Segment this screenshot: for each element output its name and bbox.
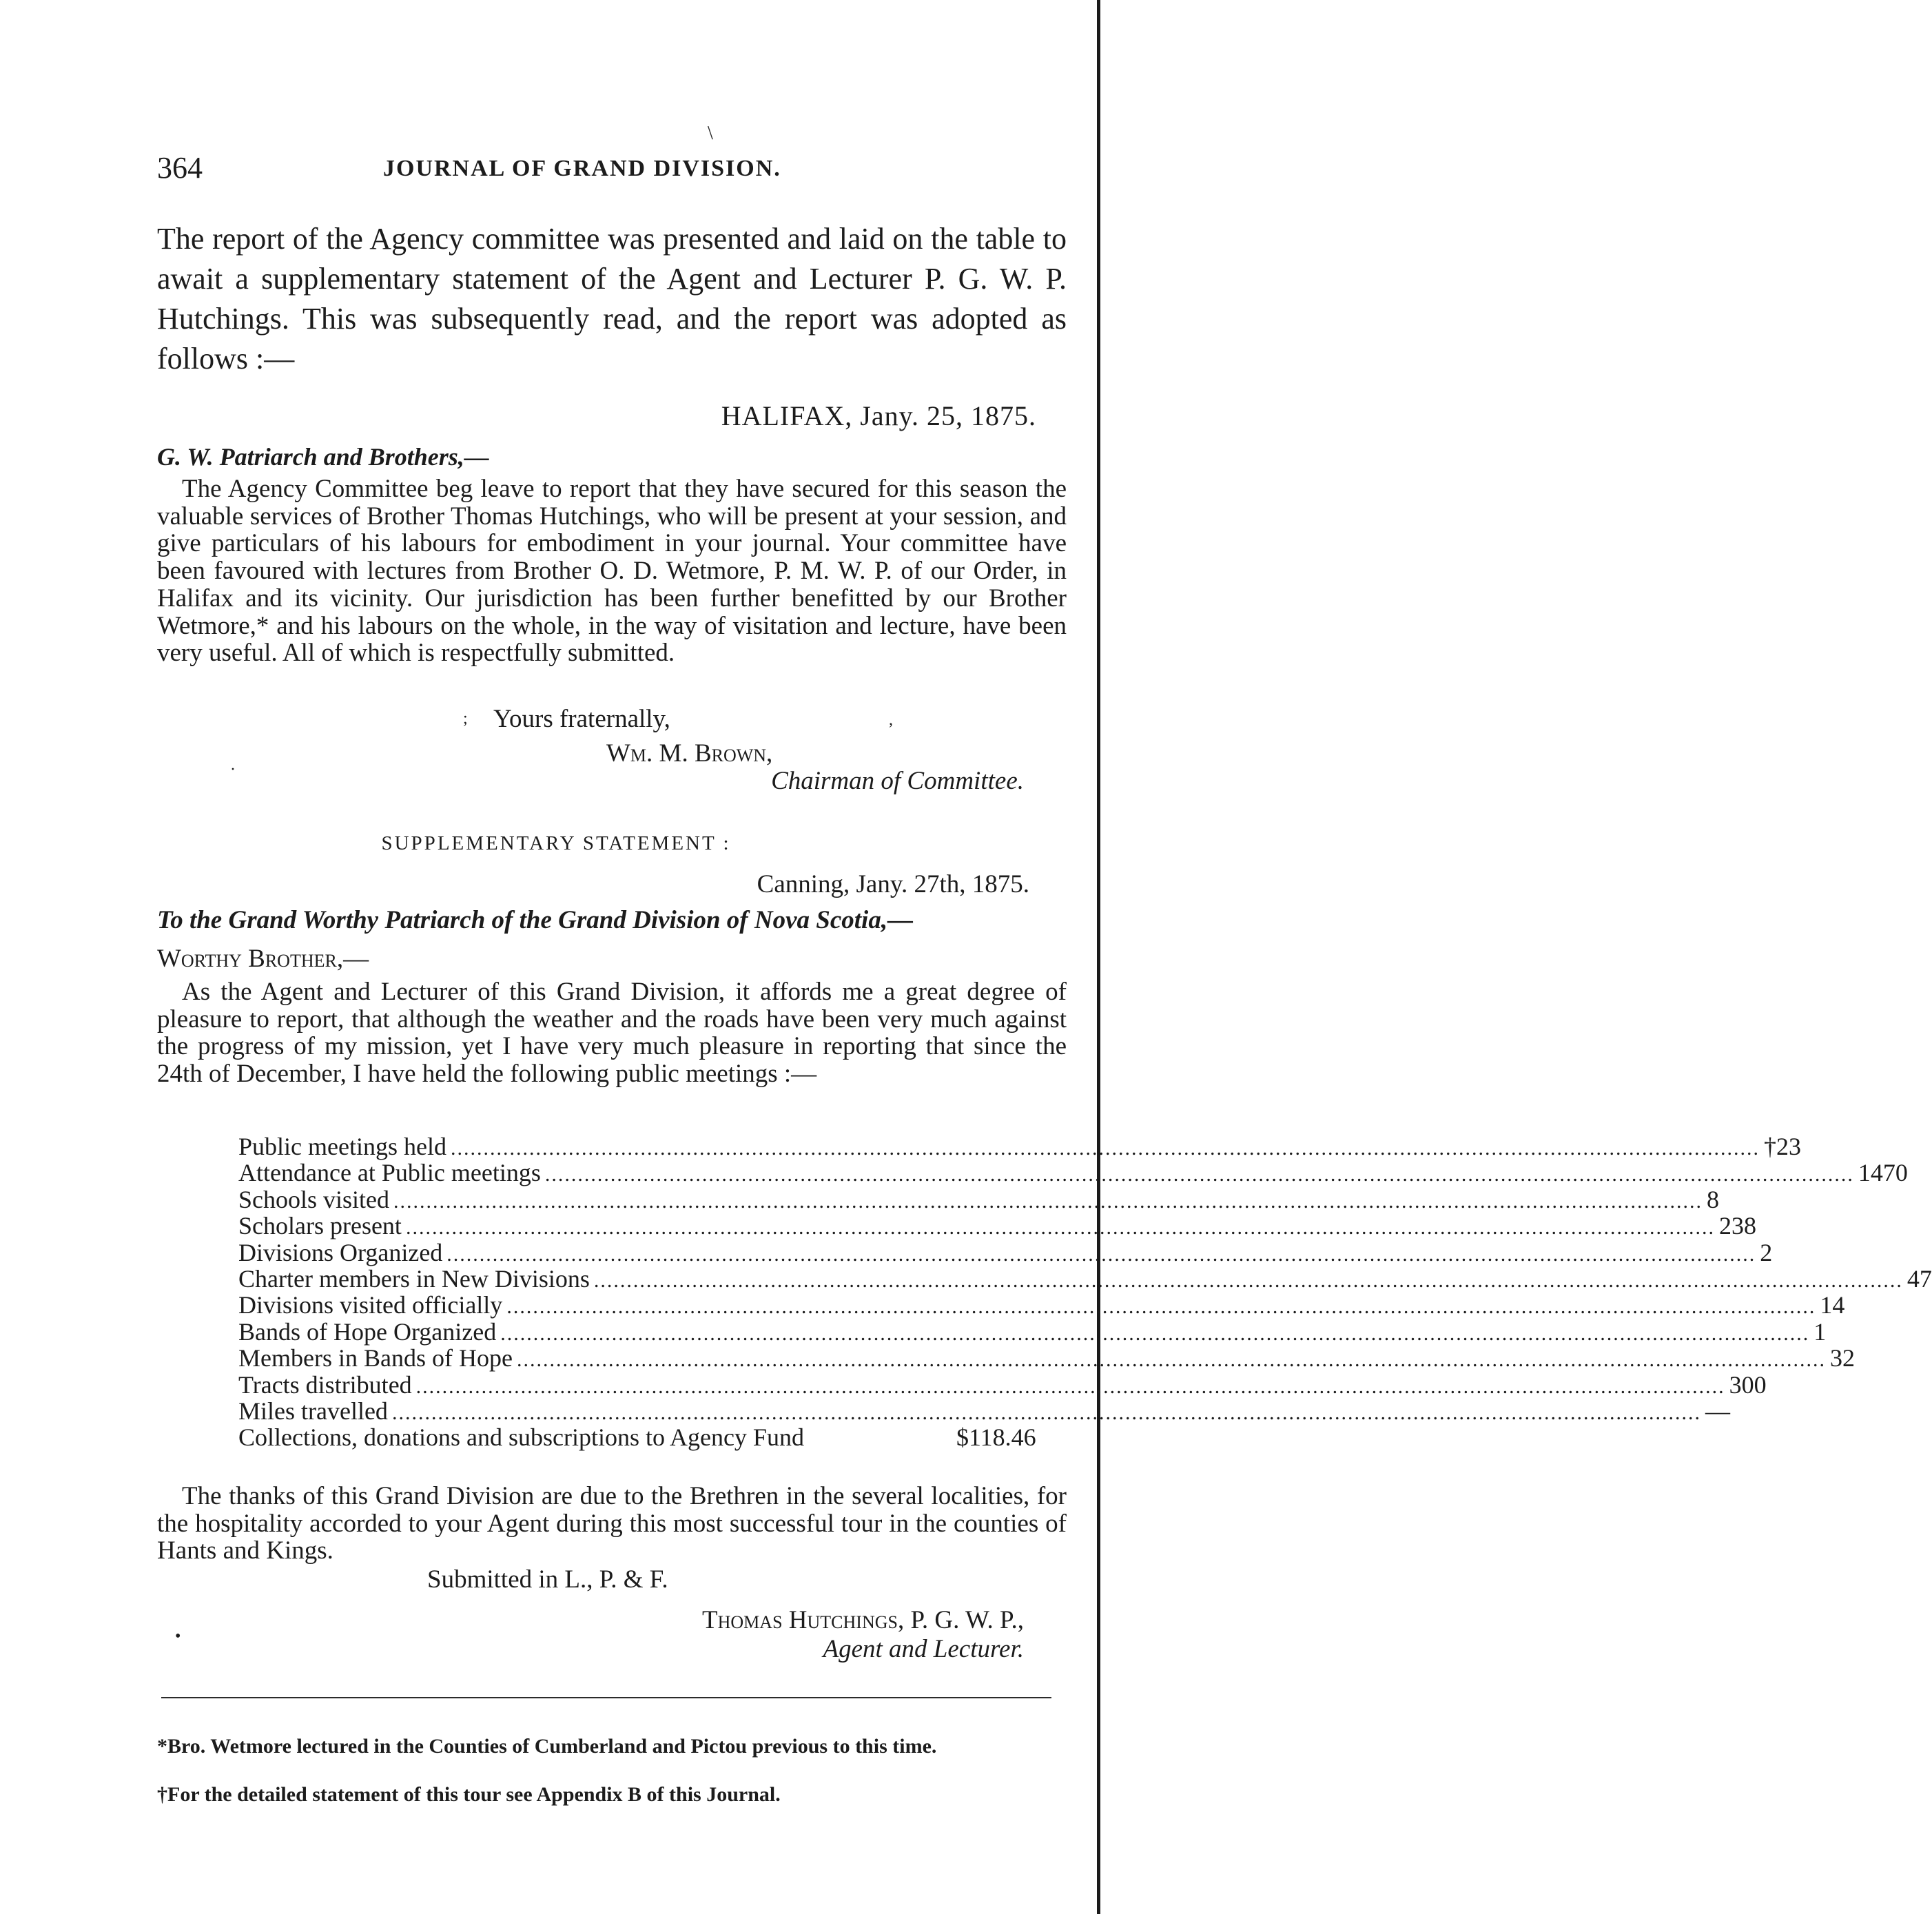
statistics-label: Attendance at Public meetings [238, 1159, 541, 1187]
statistics-value: 14 [1820, 1291, 1845, 1319]
dot-leader: ........................................................................................................................................................................................................ [405, 1216, 1715, 1239]
agency-report-body: The Agency Committee beg leave to report that they have secured for this season the valuable services of Brother Thomas Hutchings, who will be present at your session, and give particulars of his labours for embodiment in your journal. Your committee have been favoured with lectures from Brother O. D. Wetmore, P. M. W. P. of our Order, in Halifax and its vicinity. Our jurisdiction has been further benefitted by our Brother Wetmore,* and his labours on the whole, in the way of visitation and lecture, have been very useful. All of which is respectfully submitted. [157, 475, 1067, 668]
stray-mark: , [889, 711, 893, 729]
statistics-marker: † [1763, 1133, 1776, 1160]
dot-leader: ........................................................................................................................................................................................................ [516, 1348, 1826, 1372]
statistics-label: Bands of Hope Organized [238, 1317, 497, 1346]
dot-leader: ........................................................................................................................................................................................................ [415, 1375, 1725, 1398]
statistics-row [238, 1185, 1720, 1213]
statistics-label: Charter members in New Divisions [238, 1264, 590, 1293]
statistics-label: Divisions visited officially [238, 1291, 503, 1319]
statistics-row [238, 1397, 1730, 1425]
dot-leader: ........................................................................................................................................................................................................ [593, 1268, 1903, 1292]
stray-mark: ; [463, 710, 468, 728]
statistics-value: 1470 [1858, 1159, 1908, 1187]
dot-leader: ........................................................................................................................................................................................................ [500, 1321, 1810, 1345]
statistics-value: 1 [1813, 1317, 1827, 1346]
running-title: JOURNAL OF GRAND DIVISION. [383, 156, 781, 181]
supplementary-body: As the Agent and Lecturer of this Grand Division, it affords me a great degree of pleasure to report, that although the weather and the roads have been very much against the progress of my mission, yet I have very much pleasure in reporting that since the 24th of December, I have held the following public meetings :— [157, 978, 1067, 1089]
footnote-wetmore: *Bro. Wetmore lectured in the Counties of Cumberland and Pictou previous to this time. [157, 1735, 937, 1758]
statistics-label: Schools visited [238, 1185, 390, 1213]
agency-report-closing: Yours fraternally, [493, 705, 670, 733]
statistics-row [238, 1159, 1908, 1187]
page-number: 364 [157, 151, 203, 185]
statistics-row [238, 1133, 1801, 1160]
statistics-label: Divisions Organized [238, 1238, 443, 1266]
statistics-row [238, 1291, 1845, 1319]
stray-mark: · [230, 761, 236, 779]
statistics-value: $118.46 [956, 1423, 1036, 1452]
statistics-value: 2 [1760, 1238, 1773, 1266]
statistics-value: 32 [1829, 1344, 1855, 1372]
footnote-rule [161, 1697, 1051, 1698]
dot-leader: ........................................................................................................................................................................................................ [446, 1242, 1756, 1266]
intro-paragraph: The report of the Agency committee was presented and laid on the table to await a supplementary statement of the Agent and Lecturer P. G. W. P. Hutchings. This was subsequently read, and the report was adopted as follows :— [157, 222, 1067, 375]
statistics-row [238, 1370, 1767, 1399]
thanks-paragraph: The thanks of this Grand Division are due to the Brethren in the several localities, for the hospitality accorded to your Agent during this most successful tour in the counties of Hants and Kings. [157, 1482, 1067, 1565]
dot-leader: ........................................................................................................................................................................................................ [391, 1401, 1701, 1424]
stray-mark: • [175, 1627, 181, 1645]
statistics-value: — [1705, 1397, 1730, 1425]
dot-leader: ........................................................................................................................................................................................................ [506, 1295, 1816, 1319]
submitted-line: Submitted in L., P. & F. [427, 1565, 668, 1594]
statistics-value: 23 [1776, 1133, 1801, 1160]
dot-leader: ........................................................................................................................................................................................................ [544, 1163, 1854, 1186]
section-heading: SUPPLEMENTARY STATEMENT : [381, 832, 731, 854]
stray-mark: \ [708, 123, 713, 144]
footnote-appendix: †For the detailed statement of this tour see Appendix B of this Journal. [157, 1783, 781, 1806]
statistics-row [238, 1212, 1756, 1240]
statistics-row [238, 1344, 1855, 1372]
supplementary-dateline: Canning, Jany. 27th, 1875. [757, 870, 1029, 898]
supplementary-signer-title: Agent and Lecturer. [823, 1635, 1024, 1663]
supplementary-signer: Thomas Hutchings, P. G. W. P., [702, 1606, 1024, 1634]
agency-report-salutation: G. W. Patriarch and Brothers,— [157, 443, 489, 471]
statistics-value: 47 [1907, 1264, 1932, 1293]
supplementary-addressee: To the Grand Worthy Patriarch of the Grand Division of Nova Scotia,— [157, 906, 914, 934]
statistics-label: Collections, donations and subscriptions to Agency Fund [238, 1423, 804, 1452]
statistics-row [238, 1238, 1773, 1266]
statistics-label: Scholars present [238, 1212, 402, 1240]
statistics-value: 8 [1707, 1185, 1720, 1213]
statistics-value: 300 [1729, 1370, 1767, 1399]
statistics-row [238, 1423, 1036, 1452]
dot-leader: ........................................................................................................................................................................................................ [393, 1189, 1703, 1213]
page-edge-rule [1097, 0, 1100, 1914]
statistics-value: 238 [1718, 1212, 1756, 1240]
statistics-label: Miles travelled [238, 1397, 388, 1425]
statistics-row [238, 1264, 1932, 1293]
statistics-row [238, 1317, 1827, 1346]
statistics-label: Members in Bands of Hope [238, 1344, 513, 1372]
statistics-label: Tracts distributed [238, 1370, 412, 1399]
agency-report-signer: Wm. M. Brown, [606, 739, 773, 768]
agency-report-dateline: HALIFAX, Jany. 25, 1875. [721, 400, 1036, 431]
agency-report-signer-title: Chairman of Committee. [771, 767, 1024, 795]
dot-leader: ........................................................................................................................................................................................................ [450, 1137, 1760, 1160]
statistics-table [238, 1133, 1932, 1452]
page-header [157, 150, 1053, 192]
statistics-label: Public meetings held [238, 1133, 446, 1160]
supplementary-greeting: Worthy Brother,— [157, 945, 369, 973]
